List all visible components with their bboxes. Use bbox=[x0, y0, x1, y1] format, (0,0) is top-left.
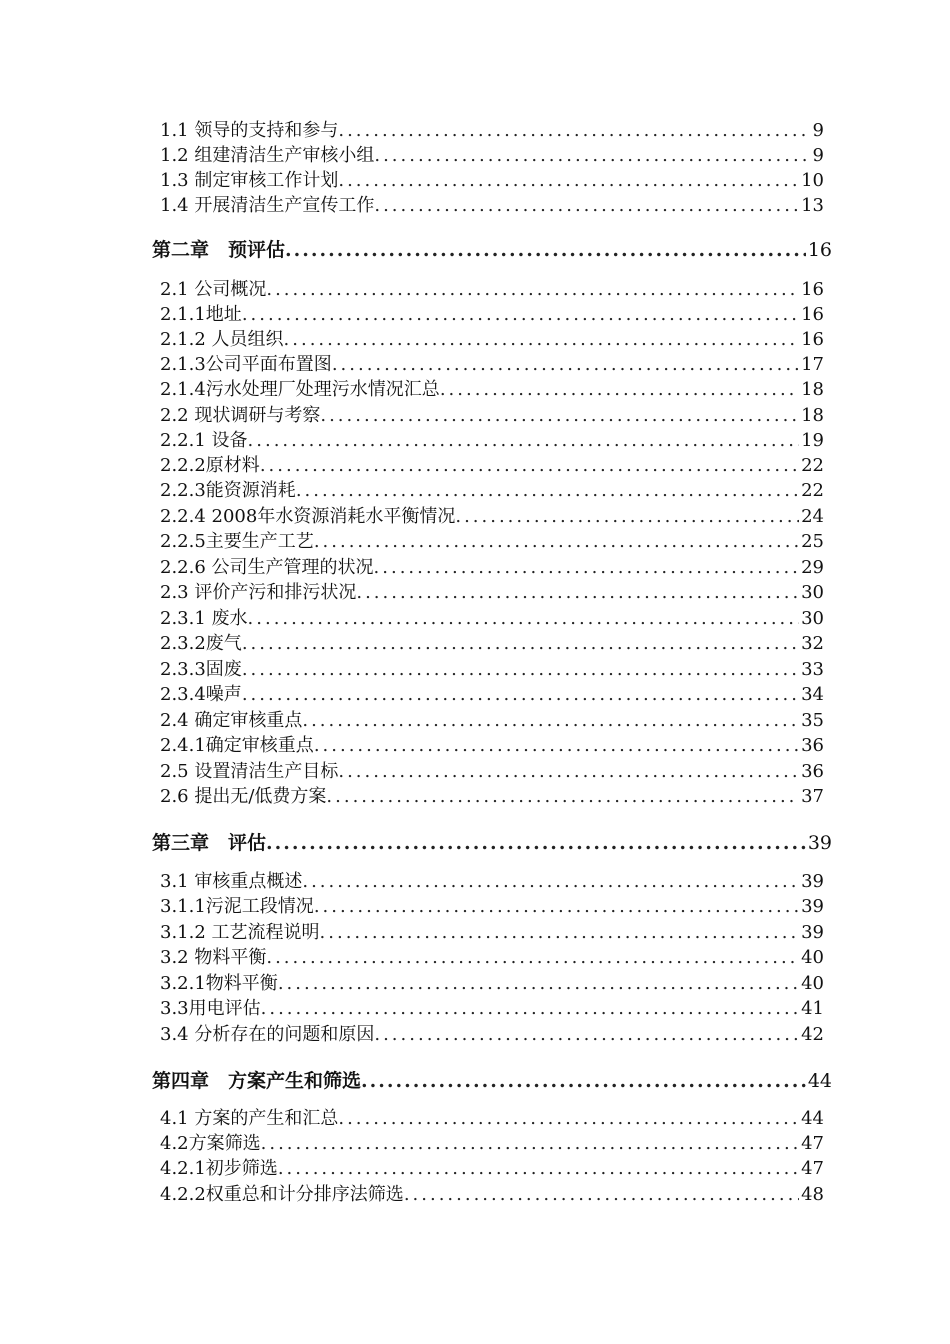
toc-entry[interactable] bbox=[160, 708, 824, 733]
toc-entry[interactable] bbox=[160, 869, 824, 894]
toc-entry[interactable] bbox=[160, 580, 824, 605]
toc-entry-page: 13 bbox=[801, 195, 824, 216]
dot-leader bbox=[261, 996, 799, 1021]
toc-entry[interactable] bbox=[160, 529, 824, 554]
toc-entry[interactable] bbox=[160, 733, 824, 758]
toc-entry[interactable] bbox=[160, 168, 824, 193]
toc-entry-page: 18 bbox=[801, 405, 824, 426]
dot-leader bbox=[266, 277, 799, 302]
toc-entry-label: 2.2.2原材料 bbox=[160, 455, 260, 476]
toc-entry[interactable] bbox=[160, 428, 824, 453]
dot-leader bbox=[314, 733, 799, 758]
dot-leader bbox=[302, 708, 799, 733]
toc-entry-page: 39 bbox=[801, 871, 824, 892]
toc-entry-label: 2.3 评价产污和排污状况 bbox=[160, 582, 357, 603]
dot-leader bbox=[338, 759, 799, 784]
dot-leader bbox=[455, 504, 799, 529]
dot-leader bbox=[266, 829, 806, 857]
toc-entry[interactable] bbox=[160, 555, 824, 580]
toc-chapter-entry[interactable] bbox=[152, 829, 832, 857]
toc-entry[interactable] bbox=[160, 894, 824, 919]
dot-leader bbox=[356, 580, 799, 605]
toc-entry[interactable] bbox=[160, 1156, 824, 1181]
toc-entry[interactable] bbox=[160, 377, 824, 402]
toc-entry-label: 2.1.1地址 bbox=[160, 304, 242, 325]
toc-entry-page: 16 bbox=[807, 239, 832, 261]
dot-leader bbox=[285, 236, 806, 264]
dot-leader bbox=[260, 453, 799, 478]
toc-entry-page: 16 bbox=[801, 304, 824, 325]
toc-entry-label: 2.1.2 人员组织 bbox=[160, 329, 284, 350]
toc-entry[interactable] bbox=[160, 193, 824, 218]
toc-entry-page: 47 bbox=[801, 1133, 824, 1154]
toc-entry-label: 2.3.3固废 bbox=[160, 659, 242, 680]
toc-entry-label: 2.2.6 公司生产管理的状况 bbox=[160, 557, 374, 578]
toc-entry-label: 2.6 提出无/低费方案 bbox=[160, 786, 327, 807]
dot-leader bbox=[242, 682, 799, 707]
toc-entry[interactable] bbox=[160, 945, 824, 970]
toc-entry-label: 4.2.2权重总和计分排序法筛选 bbox=[160, 1184, 404, 1205]
dot-leader bbox=[332, 352, 799, 377]
toc-entry-page: 19 bbox=[801, 430, 824, 451]
toc-entry[interactable] bbox=[160, 971, 824, 996]
toc-entry-label: 2.4.1确定审核重点 bbox=[160, 735, 314, 756]
dot-leader bbox=[248, 606, 800, 631]
toc-entry-page: 44 bbox=[807, 1070, 832, 1092]
toc-entry-label: 2.1.4污水处理厂处理污水情况汇总 bbox=[160, 379, 440, 400]
dot-leader bbox=[440, 377, 799, 402]
dot-leader bbox=[338, 168, 799, 193]
dot-leader bbox=[248, 428, 800, 453]
toc-entry[interactable] bbox=[160, 682, 824, 707]
toc-entry-label: 2.2.3能资源消耗 bbox=[160, 480, 296, 501]
toc-entry-page: 39 bbox=[807, 832, 832, 854]
toc-chapter-entry[interactable] bbox=[152, 236, 832, 264]
dot-leader bbox=[278, 1156, 799, 1181]
toc-entry-page: 36 bbox=[801, 761, 824, 782]
toc-entry-label: 1.2 组建清洁生产审核小组 bbox=[160, 145, 375, 166]
dot-leader bbox=[242, 302, 799, 327]
toc-chapter-label: 第四章 方案产生和筛选 bbox=[152, 1070, 362, 1092]
toc-entry-page: 25 bbox=[801, 531, 824, 552]
dot-leader bbox=[284, 327, 800, 352]
dot-leader bbox=[296, 478, 799, 503]
toc-entry-page: 10 bbox=[801, 170, 824, 191]
toc-entry-label: 2.2.1 设备 bbox=[160, 430, 248, 451]
dot-leader bbox=[278, 971, 799, 996]
dot-leader bbox=[374, 1022, 799, 1047]
toc-entry[interactable] bbox=[160, 143, 824, 168]
toc-entry[interactable] bbox=[160, 118, 824, 143]
toc-entry-label: 1.4 开展清洁生产宣传工作 bbox=[160, 195, 375, 216]
dot-leader bbox=[261, 1131, 799, 1156]
toc-chapter-label: 第二章 预评估 bbox=[152, 239, 286, 261]
toc-entry[interactable] bbox=[160, 277, 824, 302]
toc-entry-page: 30 bbox=[801, 608, 824, 629]
toc-entry-label: 1.1 领导的支持和参与 bbox=[160, 120, 339, 141]
toc-entry-page: 48 bbox=[801, 1184, 824, 1205]
toc-entry-page: 47 bbox=[801, 1158, 824, 1179]
dot-leader bbox=[374, 555, 800, 580]
dot-leader bbox=[242, 631, 799, 656]
toc-entry-label: 2.1.3公司平面布置图 bbox=[160, 354, 332, 375]
toc-entry[interactable] bbox=[160, 453, 824, 478]
toc-entry-label: 2.2.5主要生产工艺 bbox=[160, 531, 314, 552]
toc-entry-page: 32 bbox=[801, 633, 824, 654]
toc-entry-page: 35 bbox=[801, 710, 824, 731]
toc-entry-label: 4.2.1初步筛选 bbox=[160, 1158, 278, 1179]
toc-chapter-entry[interactable] bbox=[152, 1067, 832, 1095]
dot-leader bbox=[326, 784, 799, 809]
toc-entry-label: 3.2 物料平衡 bbox=[160, 947, 267, 968]
toc-entry-label: 2.5 设置清洁生产目标 bbox=[160, 761, 339, 782]
toc-entry-page: 9 bbox=[812, 145, 824, 166]
toc-entry-page: 24 bbox=[801, 506, 824, 527]
toc-entry[interactable] bbox=[160, 657, 824, 682]
toc-entry-page: 36 bbox=[801, 735, 824, 756]
toc-entry-page: 17 bbox=[801, 354, 824, 375]
dot-leader bbox=[320, 920, 800, 945]
toc-entry-label: 2.3.4噪声 bbox=[160, 684, 242, 705]
toc-entry-label: 1.3 制定审核工作计划 bbox=[160, 170, 339, 191]
toc-entry-label: 3.2.1物料平衡 bbox=[160, 973, 278, 994]
toc-entry-page: 30 bbox=[801, 582, 824, 603]
toc-entry-label: 3.1.1污泥工段情况 bbox=[160, 896, 314, 917]
toc-entry-page: 37 bbox=[801, 786, 824, 807]
toc-entry-page: 33 bbox=[801, 659, 824, 680]
toc-chapter-label: 第三章 评估 bbox=[152, 832, 267, 854]
dot-leader bbox=[266, 945, 799, 970]
toc-entry[interactable] bbox=[160, 352, 824, 377]
toc-entry[interactable] bbox=[160, 302, 824, 327]
toc-entry-page: 16 bbox=[801, 329, 824, 350]
toc-entry-label: 3.1.2 工艺流程说明 bbox=[160, 922, 320, 943]
toc-entry-page: 42 bbox=[801, 1024, 824, 1045]
toc-entry[interactable] bbox=[160, 1022, 824, 1047]
toc-entry[interactable] bbox=[160, 478, 824, 503]
toc-entry-label: 4.1 方案的产生和汇总 bbox=[160, 1108, 339, 1129]
toc-entry[interactable] bbox=[160, 996, 824, 1021]
toc-entry-page: 18 bbox=[801, 379, 824, 400]
toc-entry[interactable] bbox=[160, 759, 824, 784]
toc-entry-page: 16 bbox=[801, 279, 824, 300]
toc-entry-label: 3.3用电评估 bbox=[160, 998, 261, 1019]
toc-entry-page: 29 bbox=[801, 557, 824, 578]
dot-leader bbox=[302, 869, 799, 894]
toc-entry[interactable] bbox=[160, 631, 824, 656]
toc-entry-page: 22 bbox=[801, 455, 824, 476]
toc-entry-page: 34 bbox=[801, 684, 824, 705]
dot-leader bbox=[374, 143, 810, 168]
dot-leader bbox=[374, 193, 799, 218]
toc-entry[interactable] bbox=[160, 606, 824, 631]
toc-entry-label: 2.4 确定审核重点 bbox=[160, 710, 303, 731]
toc-entry-page: 41 bbox=[801, 998, 824, 1019]
toc-entry-page: 40 bbox=[801, 973, 824, 994]
dot-leader bbox=[361, 1067, 806, 1095]
toc-entry-label: 2.3.2废气 bbox=[160, 633, 242, 654]
toc-entry[interactable] bbox=[160, 784, 824, 809]
dot-leader bbox=[404, 1182, 799, 1207]
toc-entry[interactable] bbox=[160, 1106, 824, 1131]
toc-entry-page: 40 bbox=[801, 947, 824, 968]
toc-entry[interactable] bbox=[160, 504, 824, 529]
toc-entry[interactable] bbox=[160, 1131, 824, 1156]
toc-entry[interactable] bbox=[160, 1182, 824, 1207]
dot-leader bbox=[314, 529, 799, 554]
toc-entry-page: 39 bbox=[801, 922, 824, 943]
toc-entry-label: 2.2 现状调研与考察 bbox=[160, 405, 321, 426]
dot-leader bbox=[314, 894, 799, 919]
toc-entry-page: 22 bbox=[801, 480, 824, 501]
dot-leader bbox=[338, 118, 810, 143]
toc-entry-label: 2.3.1 废水 bbox=[160, 608, 248, 629]
dot-leader bbox=[242, 657, 799, 682]
toc-entry-page: 9 bbox=[812, 120, 824, 141]
toc-entry-label: 3.4 分析存在的问题和原因 bbox=[160, 1024, 375, 1045]
dot-leader bbox=[338, 1106, 799, 1131]
toc-entry[interactable] bbox=[160, 403, 824, 428]
toc-entry-label: 4.2方案筛选 bbox=[160, 1133, 261, 1154]
toc-entry[interactable] bbox=[160, 327, 824, 352]
toc-entry-page: 39 bbox=[801, 896, 824, 917]
toc-entry-label: 2.2.4 2008年水资源消耗水平衡情况 bbox=[160, 506, 456, 527]
toc-entry-label: 3.1 审核重点概述 bbox=[160, 871, 303, 892]
dot-leader bbox=[320, 403, 799, 428]
toc-entry[interactable] bbox=[160, 920, 824, 945]
toc-entry-label: 2.1 公司概况 bbox=[160, 279, 267, 300]
toc-entry-page: 44 bbox=[801, 1108, 824, 1129]
